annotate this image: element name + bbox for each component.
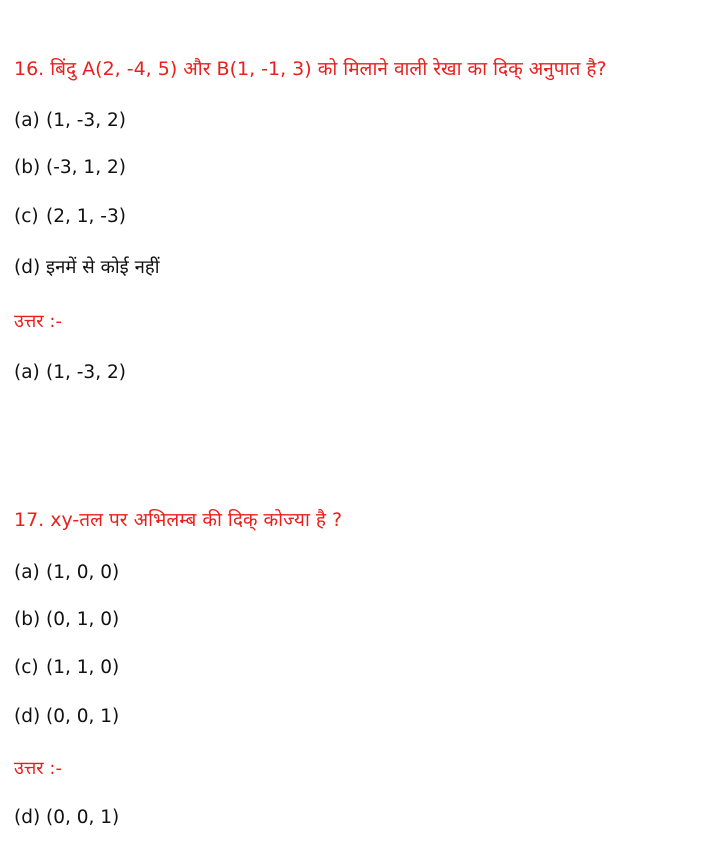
option-label: (d) bbox=[14, 706, 41, 727]
option-text: (1, 0, 0) bbox=[46, 562, 120, 583]
option-label: (c) bbox=[14, 206, 39, 227]
option-label: (b) bbox=[14, 609, 41, 630]
answer-label: (a) bbox=[14, 362, 40, 383]
option-text: इनमें से कोई नहीं bbox=[46, 257, 160, 278]
question-17-option-d bbox=[14, 705, 119, 729]
option-text: (0, 1, 0) bbox=[46, 609, 120, 630]
question-16-option-d bbox=[14, 256, 160, 280]
option-label: (d) bbox=[14, 257, 41, 278]
question-17-answer bbox=[14, 806, 119, 830]
option-text: (-3, 1, 2) bbox=[46, 157, 126, 178]
question-16-option-c bbox=[14, 205, 126, 229]
question-17-option-b bbox=[14, 608, 119, 632]
option-text: (2, 1, -3) bbox=[46, 206, 126, 227]
option-text: (1, -3, 2) bbox=[46, 110, 126, 131]
answer-text: (0, 0, 1) bbox=[46, 807, 120, 828]
question-16-option-b bbox=[14, 156, 126, 180]
option-label: (a) bbox=[14, 562, 40, 583]
question-17-answer-heading: उत्तर :- bbox=[14, 758, 62, 779]
option-label: (c) bbox=[14, 657, 39, 678]
question-16-answer-heading: उत्तर :- bbox=[14, 311, 62, 332]
answer-text: (1, -3, 2) bbox=[46, 362, 126, 383]
question-17-option-a bbox=[14, 561, 119, 585]
option-label: (a) bbox=[14, 110, 40, 131]
question-16-answer bbox=[14, 361, 126, 385]
question-16-option-a bbox=[14, 109, 126, 133]
option-text: (1, 1, 0) bbox=[46, 657, 120, 678]
option-text: (0, 0, 1) bbox=[46, 706, 120, 727]
option-label: (b) bbox=[14, 157, 41, 178]
question-17-option-c bbox=[14, 656, 119, 680]
question-17-text: 17. xy-तल पर अभिलम्ब की दिक् कोज्या है ? bbox=[14, 509, 343, 531]
question-16-text: 16. बिंदु A(2, -4, 5) और B(1, -1, 3) को मिलाने वाली रेखा का दिक् अनुपात है? bbox=[14, 58, 607, 80]
answer-label: (d) bbox=[14, 807, 41, 828]
